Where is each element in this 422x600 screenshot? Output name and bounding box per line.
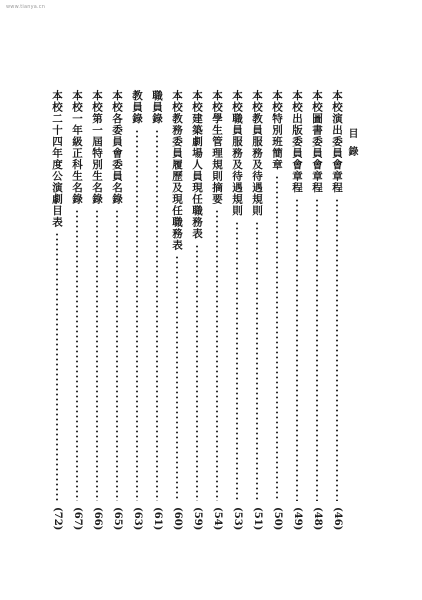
toc-entry [130, 90, 144, 530]
toc-entry-page: (54) [212, 506, 223, 530]
dot-leader [256, 221, 258, 501]
toc-entry-page: (50) [272, 506, 283, 530]
dot-leader [276, 175, 278, 501]
dot-leader [296, 198, 298, 501]
toc-entry-title: 本校各委員會委員名錄 [111, 90, 123, 205]
dot-leader [116, 209, 118, 501]
toc-entry [290, 90, 304, 530]
toc-entry-page: (49) [292, 506, 303, 530]
dot-leader [316, 198, 318, 501]
toc-entry-page: (51) [252, 506, 263, 530]
toc-entry-page: (63) [132, 506, 143, 530]
watermark-text: www.tianya.cn [6, 4, 46, 10]
toc-entry [150, 90, 164, 530]
toc-entry-page: (59) [192, 506, 203, 530]
toc-entry-page: (60) [172, 506, 183, 530]
toc-entry-page: (72) [52, 506, 63, 530]
toc-entry [230, 90, 244, 530]
toc-entry [330, 90, 344, 530]
toc-entry-title: 本校特別班簡章 [271, 90, 283, 171]
dot-leader [156, 129, 158, 501]
toc-entry [50, 90, 64, 530]
toc-entry-page: (48) [312, 506, 323, 530]
toc-entry-title: 本校一年級正科生名錄 [71, 90, 83, 205]
toc-entry [190, 90, 204, 530]
toc-entry-page: (65) [112, 506, 123, 530]
toc-entry-title: 本校演出委員會章程 [331, 90, 343, 194]
toc-entry-title: 本校職員服務及待遇規則 [231, 90, 243, 217]
toc-title: 目錄 [346, 128, 357, 164]
toc-entry [310, 90, 324, 530]
toc-entry [110, 90, 124, 530]
toc-entry-title: 職員錄 [151, 90, 163, 125]
dot-leader [76, 209, 78, 501]
toc-entry-page: (67) [72, 506, 83, 530]
toc-entry-page: (61) [152, 506, 163, 530]
toc-list [48, 90, 348, 530]
dot-leader [236, 221, 238, 501]
toc-entry-title: 本校建築劇場人員現任職務表 [191, 90, 203, 240]
dot-leader [96, 209, 98, 501]
toc-entry [90, 90, 104, 530]
toc-entry-title: 本校圖書委員會章程 [311, 90, 323, 194]
toc-entry-page: (66) [92, 506, 103, 530]
dot-leader [336, 198, 338, 501]
toc-entry-page: (46) [332, 506, 343, 530]
toc-entry [170, 90, 184, 530]
dot-leader [136, 129, 138, 501]
toc-entry [270, 90, 284, 530]
toc-entry-title: 教員錄 [131, 90, 143, 125]
toc-entry-title: 本校二十四年度公演劇目表 [51, 90, 63, 228]
dot-leader [176, 255, 178, 501]
toc-entry [250, 90, 264, 530]
dot-leader [196, 244, 198, 501]
toc-entry [70, 90, 84, 530]
toc-entry [210, 90, 224, 530]
toc-entry-title: 本校學生管理規則摘要 [211, 90, 223, 205]
toc-entry-page: (53) [232, 506, 243, 530]
toc-entry-title: 本校教員服務及待遇規則 [251, 90, 263, 217]
toc-entry-title: 本校出版委員會章程 [291, 90, 303, 194]
dot-leader [56, 232, 58, 501]
dot-leader [216, 209, 218, 501]
toc-entry-title: 本校教務委員履歷及現任職務表 [171, 90, 183, 251]
toc-entry-title: 本校第一屆特別生名錄 [91, 90, 103, 205]
